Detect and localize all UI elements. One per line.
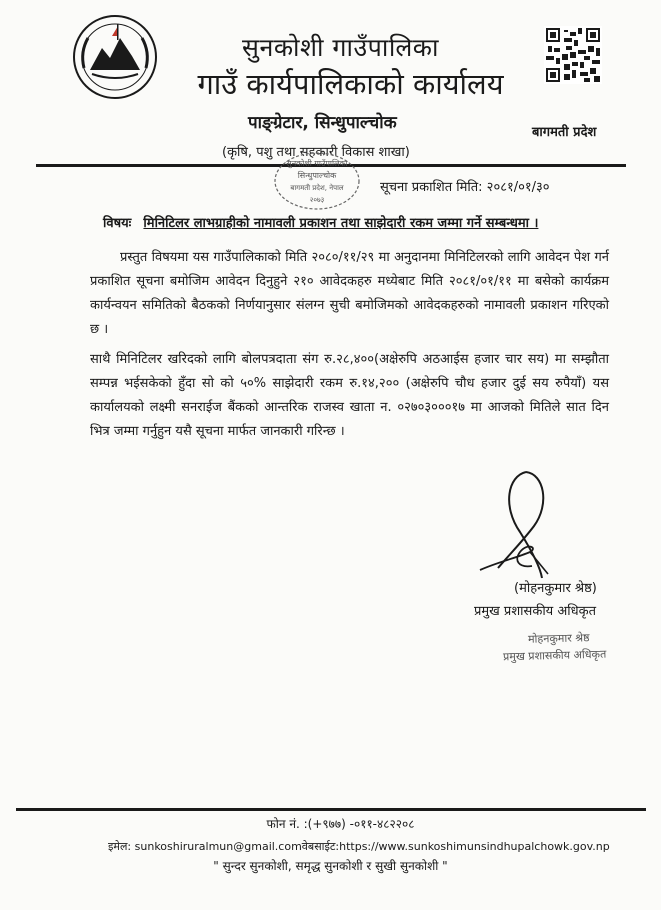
publish-date: सूचना प्रकाशित मिति: २०८१/०१/३० (380, 180, 550, 195)
subject-line (103, 213, 538, 231)
subject-label: विषयः (103, 216, 132, 231)
office-name: सुनकोशी गाउँपालिका (242, 33, 439, 62)
notice-paragraph-1: प्रस्तुत विषयमा यस गाउँपालिकाको मिति २०८०/११/२९ मा अनुदानमा मिनिटिलरको लागि आवेदन पेश गर्न प्रकाशित सूचना बमोजिम आवेदन दिनुहुने २१० आवेदकहरु मध्येबाट मिति २०८१/०१/११ मा बसेको कार्यक्रम कार्यन्वयन समितिको बैठकको निर्णयानुसार संलग्न सुची बमोजिमको आवेदकहरुको नामावली प्रकाशन गरिएको छ । (90, 250, 609, 337)
signatory-title: प्रमुख प्रशासकीय अधिकृत (474, 604, 597, 619)
stamp-line-3: बागमती प्रदेश, नेपाल (290, 184, 344, 192)
footer-divider (16, 808, 646, 811)
stamp-line-4: २०७३ (309, 196, 325, 204)
signature-icon (468, 466, 578, 586)
footer-contact[interactable]: इमेल: sunkoshiruralmun@gmail.comवेबसाईट:https://www.sunkoshimunsindhupalchowk.gov.np (108, 840, 610, 853)
subject-text: मिनिटिलर लाभग्राहीको नामावली प्रकाशन तथा साझेदारी रकम जम्मा गर्ने सम्बन्धमा । (143, 216, 539, 231)
footer-motto: " सुन्दर सुनकोशी, समृद्ध सुनकोशी र सुखी सुनकोशी " (213, 859, 448, 873)
seal-name: मोहनकुमार श्रेष्ठ (527, 631, 590, 646)
office-seal-icon (272, 150, 362, 212)
seal-title: प्रमुख प्रशासकीय अधिकृत (502, 647, 607, 664)
office-location: पाङ्ग्रेटार, सिन्धुपाल्चोक (248, 113, 397, 133)
qr-code-icon[interactable] (544, 26, 602, 84)
stamp-line-2: सिन्धुपाल्चोक (297, 171, 337, 180)
office-sub-name: गाउँ कार्यपालिकाको कार्यालय (197, 67, 504, 101)
notice-paragraph-2: साथै मिनिटिलर खरिदको लागि बोलपत्रदाता संग रु.२८,४००(अक्षेरुपि अठआईस हजार चार सय) मा सम्झौता सम्पन्न भईसकेको हुँदा सो को ५०% साझेदारी रकम रु.१४,२०० (अक्षेरुपि चौध हजार दुई सय रुपैयाँ) यस कार्यालयको लक्ष्मी सनराईज बैंकको आन्तरिक राजस्व खाता न. ०२७०३०००१७ मा आजको मितिले सात दिन भित्र जम्मा गर्नुहुन यसै सूचना मार्फत जानकारी गरिन्छ । (90, 352, 609, 439)
signatory-name: (मोहनकुमार श्रेष्ठ) (514, 581, 597, 596)
province-label: बागमती प्रदेश (532, 125, 597, 140)
footer-phone: फोन नं. :(+९७७) -०११-४८२२०८ (266, 817, 415, 831)
office-branch: (कृषि, पशु तथा सहकारी विकास शाखा) (222, 145, 410, 160)
stamp-line-1: सुनकोशी गाउँपालिका (286, 159, 348, 168)
